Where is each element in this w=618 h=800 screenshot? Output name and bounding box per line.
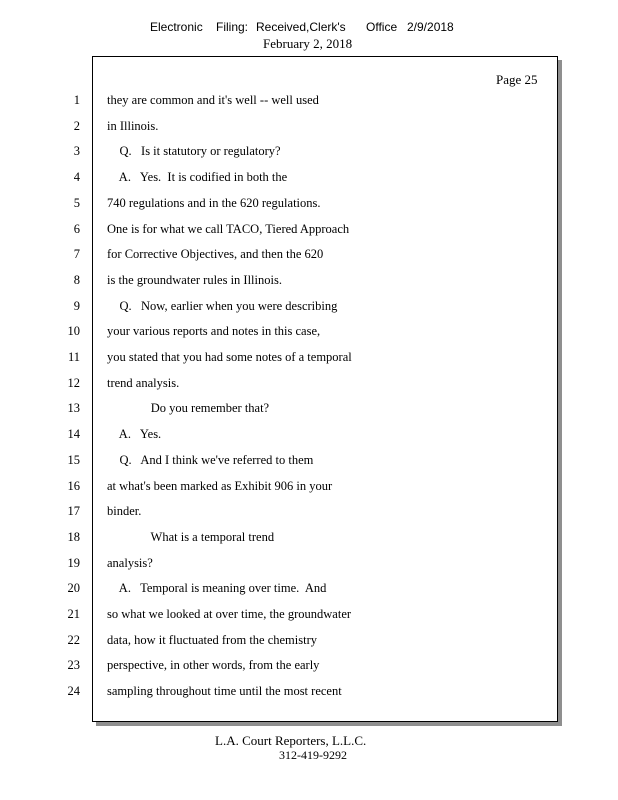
line-text: One is for what we call TACO, Tiered Approach: [107, 221, 350, 236]
line-number: 19: [67, 555, 80, 570]
footer-company: L.A. Court Reporters, L.L.C.: [215, 733, 367, 748]
transcript-line: [0, 144, 618, 164]
line-number: 15: [67, 452, 80, 467]
line-text: binder.: [107, 504, 142, 519]
line-text: analysis?: [107, 555, 153, 570]
line-number: 16: [67, 478, 80, 493]
line-number: 20: [67, 581, 80, 596]
transcript-line: [0, 607, 618, 627]
line-text: is the groundwater rules in Illinois.: [107, 272, 282, 287]
transcript-line: [0, 93, 618, 113]
line-number: 6: [73, 221, 80, 236]
line-text: they are common and it's well -- well used: [107, 93, 319, 107]
filing-stamp-date: 2/9/2018: [407, 20, 454, 34]
line-text: so what we looked at over time, the groundwater: [107, 607, 352, 621]
transcript-line: [0, 196, 618, 216]
transcript-line: [0, 273, 618, 293]
line-number: 17: [67, 504, 80, 519]
line-text: Q. Now, earlier when you were describing: [107, 298, 338, 313]
transcript-line: [0, 684, 618, 704]
transcript-line: [0, 453, 618, 473]
filing-stamp-word-filing: Filing:: [216, 20, 249, 34]
line-number: 1: [73, 93, 80, 107]
line-number: 22: [67, 632, 80, 647]
line-text: 740 regulations and in the 620 regulations.: [107, 195, 321, 210]
line-number: 18: [67, 529, 80, 544]
transcript-line: [0, 504, 618, 524]
transcript-line: [0, 324, 618, 344]
line-text: in Illinois.: [107, 118, 159, 133]
transcript-line: [0, 581, 618, 601]
line-number: 14: [67, 427, 80, 442]
line-number: 11: [67, 350, 80, 364]
line-text: A. Temporal is meaning over time. And: [107, 581, 327, 596]
transcript-line: [0, 530, 618, 550]
line-number: 9: [73, 298, 80, 313]
filed-date: February 2, 2018: [263, 36, 353, 51]
line-text: your various reports and notes in this case,: [107, 324, 321, 339]
transcript-line: [0, 170, 618, 190]
line-text: trend analysis.: [107, 375, 180, 390]
line-text: Q. And I think we've referred to them: [107, 452, 314, 467]
line-number: 2: [73, 118, 80, 133]
transcript-line: [0, 376, 618, 396]
line-number: 21: [67, 607, 80, 621]
line-number: 3: [73, 144, 80, 159]
line-number: 5: [73, 195, 80, 210]
transcript-line: [0, 350, 618, 370]
line-number: 4: [73, 170, 80, 185]
transcript-line: [0, 479, 618, 499]
line-text: for Corrective Objectives, and then the 620: [107, 247, 324, 262]
filing-stamp-word-received-clerks: Received,Clerk's: [256, 20, 346, 34]
transcript-line: [0, 556, 618, 576]
line-number: 8: [73, 272, 80, 287]
filing-stamp-word-office: Office: [366, 20, 398, 34]
line-text: you stated that you had some notes of a temporal: [107, 350, 352, 364]
transcript-line: [0, 299, 618, 319]
line-number: 24: [67, 684, 80, 699]
line-text: data, how it fluctuated from the chemistry: [107, 632, 318, 647]
filing-stamp-word-electronic: Electronic: [150, 20, 203, 34]
footer-phone: 312-419-9292: [279, 748, 347, 762]
transcript-line: [0, 222, 618, 242]
line-number: 23: [67, 658, 80, 673]
line-number: 13: [67, 401, 80, 416]
transcript-line: [0, 119, 618, 139]
line-number: 7: [73, 247, 80, 262]
line-text: perspective, in other words, from the early: [107, 658, 320, 673]
line-text: Q. Is it statutory or regulatory?: [107, 144, 281, 159]
transcript-line: [0, 658, 618, 678]
line-text: sampling throughout time until the most recent: [107, 684, 342, 699]
line-number: 10: [67, 324, 80, 339]
page-number: Page 25: [496, 72, 538, 87]
line-number: 12: [67, 375, 80, 390]
transcript-line: [0, 401, 618, 421]
line-text: A. Yes.: [107, 427, 162, 442]
line-text: What is a temporal trend: [107, 529, 275, 544]
line-text: A. Yes. It is codified in both the: [107, 170, 288, 185]
line-text: at what's been marked as Exhibit 906 in your: [107, 478, 333, 493]
transcript-line: [0, 427, 618, 447]
transcript-line: [0, 247, 618, 267]
line-text: Do you remember that?: [107, 401, 270, 416]
transcript-line: [0, 633, 618, 653]
